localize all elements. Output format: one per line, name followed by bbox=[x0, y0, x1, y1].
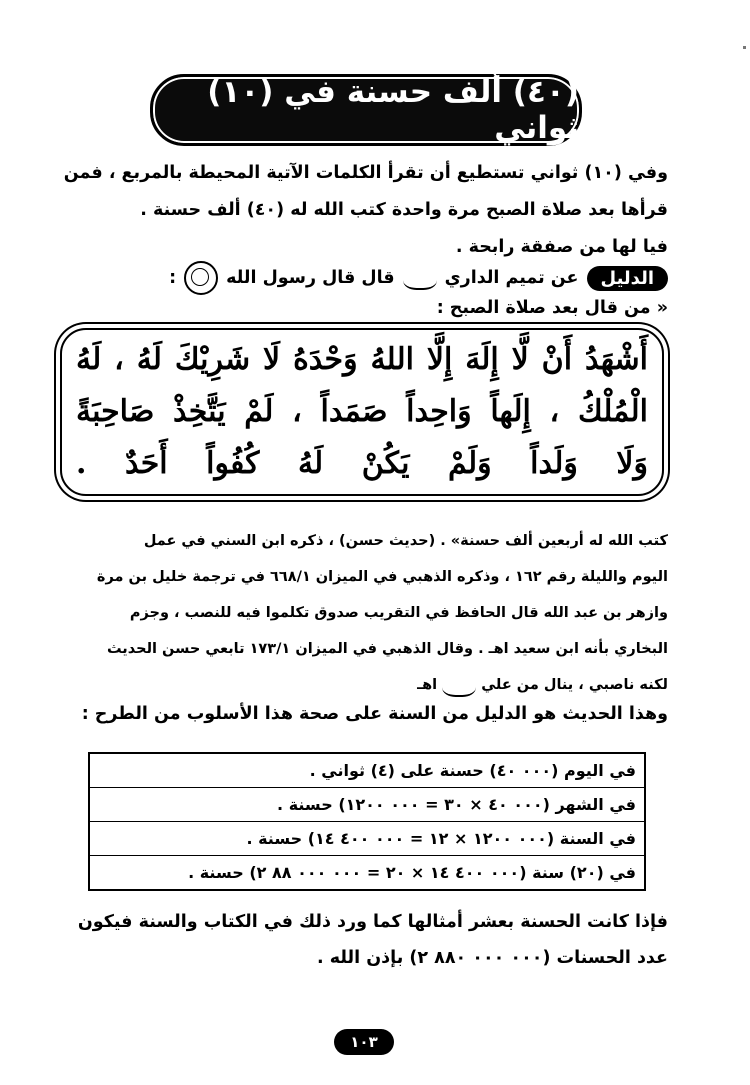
table-cell: في اليوم (٠٠٠ ٤٠) حسنة على (٤) ثواني . bbox=[89, 753, 645, 788]
source-line-5-before: لكنه ناصبي ، ينال من علي bbox=[481, 677, 668, 693]
dhikr-line-2: الْمُلْكُ ، إِلَهاً وَاحِداً صَمَداً ، لَمْ يَتَّخِذْ صَاحِبَةً bbox=[76, 394, 648, 429]
source-line-2: اليوم والليلة رقم ١٦٢ ، وذكره الذهبي في الميزان ٦٦٨/١ في ترجمة خليل بن مرة bbox=[96, 569, 668, 585]
table-cell: في السنة (٠٠٠ ١٢٠٠ × ١٢ = ٠٠٠ ٤٠٠ ١٤) حسنة . bbox=[89, 822, 645, 856]
intro-line-1: وفي (١٠) ثواني تستطيع أن تقرأ الكلمات الآتية المحيطة بالمربع ، فمن bbox=[63, 163, 668, 183]
evidence-colon: : bbox=[169, 268, 177, 288]
evidence-text-after: قال قال رسول الله bbox=[226, 268, 395, 288]
dhikr-line-3: وَلَا وَلَداً وَلَمْ يَكُنْ لَهُ كُفُواً أَحَدٌ . bbox=[76, 446, 648, 481]
intro-line-3: فيا لها من صفقة رابحة . bbox=[455, 237, 668, 257]
table-cell: في الشهر (٠٠٠ ٤٠ × ٣٠ = ٠٠٠ ١٢٠٠) حسنة . bbox=[89, 788, 645, 822]
page-number: ١٠٣ bbox=[350, 1033, 378, 1051]
table-cell: في (٢٠) سنة (٠٠٠ ٤٠٠ ١٤ × ٢٠ = ٠٠٠ ٠٠٠ ٨٨ ٢) حسنة . bbox=[89, 856, 645, 891]
final-paragraph bbox=[68, 904, 668, 976]
table-row bbox=[89, 822, 645, 856]
table-row bbox=[89, 788, 645, 822]
page-title-text: (٤٠) ألف حسنة في (١٠) ثواني bbox=[207, 74, 579, 146]
evidence-text-before: عن تميم الداري bbox=[444, 268, 579, 288]
table-row bbox=[89, 753, 645, 788]
evidence-row bbox=[68, 261, 668, 295]
source-line-5 bbox=[68, 667, 668, 703]
source-line-5-after: اهـ bbox=[417, 677, 438, 693]
final-line-1: فإذا كانت الحسنة بعشر أمثالها كما ورد ذلك في الكتاب والسنة فيكون bbox=[77, 912, 668, 932]
source-line-1: كتب الله له أربعين ألف حسنة» . (حديث حسن) ، ذكره ابن السني في عمل bbox=[143, 533, 668, 549]
source-line-3: وازهر بن عبد الله قال الحافظ في التقريب صدوق تكلموا فيه للنصب ، وجزم bbox=[129, 605, 668, 621]
page-title bbox=[150, 74, 582, 146]
quote-intro: « من قال بعد صلاة الصبح : bbox=[436, 298, 668, 318]
conclusion-line: وهذا الحديث هو الدليل من السنة على صحة هذا الأسلوب من الطرح : bbox=[81, 704, 668, 724]
dhikr-line-1: أَشْهَدُ أَنْ لَّا إِلَهَ إِلَّا اللهُ وَحْدَهُ لَا شَرِيْكَ لَهُ ، لَهُ bbox=[76, 342, 648, 377]
hadith-source-paragraph bbox=[68, 523, 668, 703]
page-number-badge bbox=[334, 1029, 394, 1055]
source-line-4: البخاري بأنه ابن سعيد اهـ . وقال الذهبي في الميزان ١٧٣/١ تابعي حسن الحديث bbox=[106, 641, 668, 657]
radiallah-honorific-icon bbox=[442, 673, 476, 697]
salawat-seal-icon bbox=[184, 261, 218, 295]
intro-line-2: قرأها بعد صلاة الصبح مرة واحدة كتب الله له (٤٠) ألف حسنة . bbox=[140, 200, 668, 220]
scan-speck bbox=[743, 46, 746, 49]
table-row bbox=[89, 856, 645, 891]
evidence-badge: الدليل bbox=[587, 266, 669, 291]
radiallah-honorific-icon bbox=[403, 266, 437, 290]
dhikr-box bbox=[60, 328, 664, 496]
calculation-table bbox=[88, 752, 646, 891]
intro-paragraph bbox=[63, 155, 668, 266]
final-line-2: عدد الحسنات (٠٠٠ ٠٠٠ ٨٨٠ ٢) بإذن الله . bbox=[317, 948, 668, 968]
